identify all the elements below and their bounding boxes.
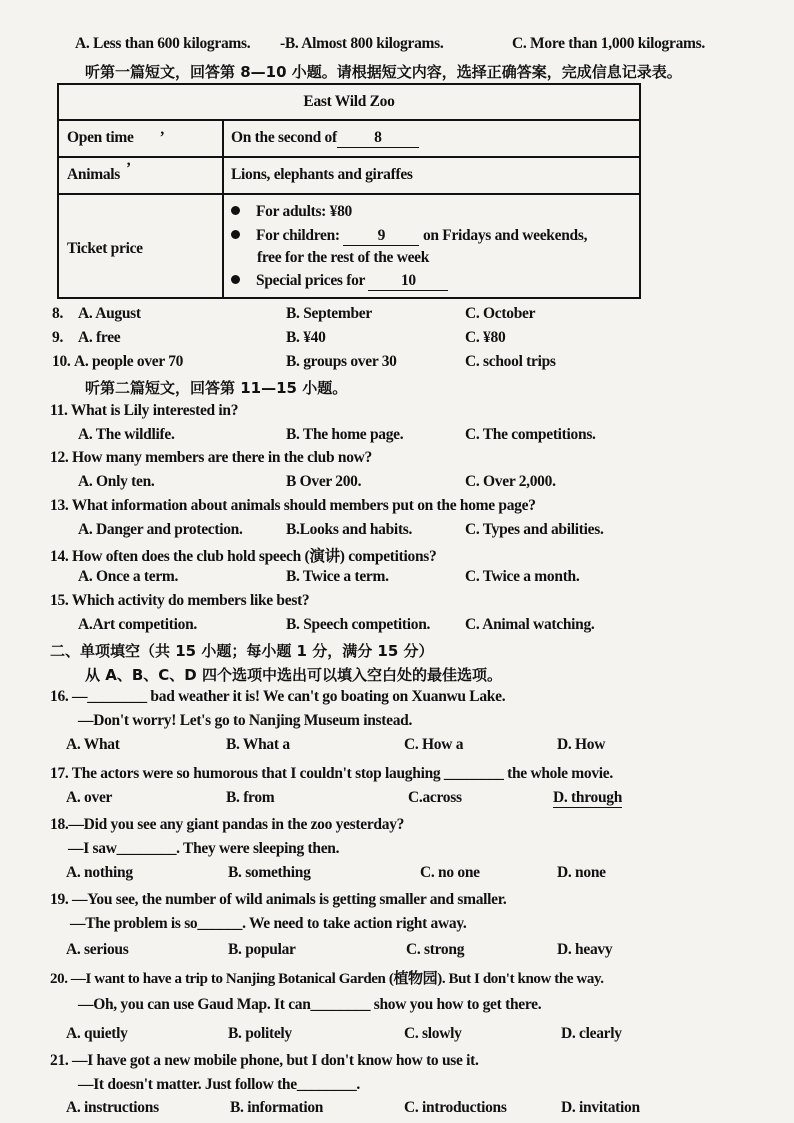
q18-line2: —I saw________. They were sleeping then. (68, 840, 340, 857)
q17-option-d: D. through (553, 789, 623, 806)
q12-text: 12. How many members are there in the club now? (50, 449, 372, 466)
ticket-adults: For adults: ¥80 (231, 203, 352, 221)
top-option-b: -B. Almost 800 kilograms. (280, 35, 444, 52)
bullet-icon (231, 206, 240, 215)
q11-option-a: A. The wildlife. (78, 426, 175, 443)
q15-option-a: A.Art competition. (78, 616, 198, 633)
q9-option-a: A. free (78, 329, 121, 346)
q20-line1: 20. —I want to have a trip to Nanjing Botanical Garden (植物园). But I don't know the way. (50, 971, 604, 987)
q21-option-d: D. invitation (561, 1099, 640, 1116)
q16-line2: —Don't worry! Let's go to Nanjing Museum instead. (78, 712, 413, 729)
q13-option-c: C. Types and abilities. (465, 521, 604, 538)
q20-line2: —Oh, you can use Gaud Map. It can________ show you how to get there. (78, 996, 542, 1013)
q18-option-b: B. something (228, 864, 311, 881)
row-open-time-value: On the second of 8 (231, 129, 419, 148)
q14-option-c: C. Twice a month. (465, 568, 580, 585)
q18-option-a: A. nothing (66, 864, 133, 881)
q14-option-b: B. Twice a term. (286, 568, 389, 585)
q9-option-b: B. ¥40 (286, 329, 326, 346)
q10-option-c: C. school trips (465, 353, 556, 370)
blank-9: 9 (343, 227, 419, 246)
q13-option-a: A. Danger and protection. (78, 521, 243, 538)
q16-option-a: A. What (66, 736, 120, 753)
bullet-icon (231, 230, 240, 239)
q8-num: 8. (52, 305, 64, 322)
q19-option-a: A. serious (66, 941, 129, 958)
q19-line2: —The problem is so______. We need to take action right away. (70, 915, 467, 932)
q13-option-b: B.Looks and habits. (286, 521, 413, 538)
row-ticket-label: Ticket price (67, 240, 143, 257)
q18-option-c: C. no one (420, 864, 480, 881)
q16-option-c: C. How a (404, 736, 464, 753)
q11-option-c: C. The competitions. (465, 426, 596, 443)
q20-option-d: D. clearly (561, 1025, 622, 1042)
q14-option-a: A. Once a term. (78, 568, 179, 585)
q10-num: 10. (52, 353, 71, 370)
q17-line1: 17. The actors were so humorous that I couldn't stop laughing ________ the whole movie. (50, 765, 613, 782)
q19-option-b: B. popular (228, 941, 296, 958)
q16-line1: 16. —________ bad weather it is! We can't go boating on Xuanwu Lake. (50, 688, 506, 705)
q16-option-b: B. What a (226, 736, 290, 753)
row-open-time-label: Open time ʼ (67, 129, 165, 146)
q11-text: 11. What is Lily interested in? (50, 402, 239, 419)
ticket-children: For children: 9 on Fridays and weekends, (231, 227, 587, 246)
q8-option-a: A. August (78, 305, 141, 322)
q21-line2: —It doesn't matter. Just follow the________. (78, 1076, 361, 1093)
q21-option-a: A. instructions (66, 1099, 159, 1116)
q9-option-c: C. ¥80 (465, 329, 506, 346)
part2-heading: 二、单项填空（共 15 小题；每小题 1 分，满分 15 分） (50, 642, 434, 660)
q10-option-a: A. people over 70 (74, 353, 184, 370)
q13-text: 13. What information about animals should members put on the home page? (50, 497, 536, 514)
q19-option-d: D. heavy (557, 941, 613, 958)
q21-option-c: C. introductions (404, 1099, 507, 1116)
row-animals-label: Animals ʼ (67, 160, 131, 183)
ticket-special: Special prices for 10 (231, 272, 448, 291)
q19-option-c: C. strong (406, 941, 465, 958)
q12-option-c: C. Over 2,000. (465, 473, 556, 490)
q20-option-a: A. quietly (66, 1025, 128, 1042)
q14-text: 14. How often does the club hold speech (演讲) competitions? (50, 548, 437, 565)
q8-option-b: B. September (286, 305, 372, 322)
q9-num: 9. (52, 329, 64, 346)
top-option-a: A. Less than 600 kilograms. (75, 35, 251, 52)
q17-option-b: B. from (226, 789, 275, 806)
q20-option-b: B. politely (228, 1025, 292, 1042)
ticket-children-line2: free for the rest of the week (257, 249, 430, 266)
bullet-icon (231, 275, 240, 284)
blank-8: 8 (337, 129, 419, 148)
q8-option-c: C. October (465, 305, 536, 322)
q11-option-b: B. The home page. (286, 426, 404, 443)
q19-line1: 19. —You see, the number of wild animals is getting smaller and smaller. (50, 891, 507, 908)
top-option-c: C. More than 1,000 kilograms. (512, 35, 705, 52)
q21-line1: 21. —I have got a new mobile phone, but I don't know how to use it. (50, 1052, 479, 1069)
q15-option-c: C. Animal watching. (465, 616, 595, 633)
blank-10: 10 (368, 272, 448, 291)
q21-option-b: B. information (230, 1099, 324, 1116)
q18-line1: 18.—Did you see any giant pandas in the zoo yesterday? (50, 816, 405, 833)
q12-option-b: B Over 200. (286, 473, 362, 490)
q12-option-a: A. Only ten. (78, 473, 155, 490)
q15-text: 15. Which activity do members like best? (50, 592, 310, 609)
q18-option-d: D. none (557, 864, 606, 881)
section1-instruction: 听第一篇短文，回答第 8—10 小题。请根据短文内容，选择正确答案，完成信息记录表。 (85, 63, 682, 81)
q17-option-c: C.across (408, 789, 462, 806)
section2-instruction: 听第二篇短文，回答第 11—15 小题。 (85, 379, 348, 397)
zoo-info-table (57, 83, 641, 299)
table-title: East Wild Zoo (303, 93, 395, 110)
part2-instruction: 从 A、B、C、D 四个选项中选出可以填入空白处的最佳选项。 (85, 666, 502, 684)
q15-option-b: B. Speech competition. (286, 616, 431, 633)
row-animals-value: Lions, elephants and giraffes (231, 166, 413, 183)
q17-option-a: A. over (66, 789, 113, 806)
q20-option-c: C. slowly (404, 1025, 462, 1042)
q16-option-d: D. How (557, 736, 606, 753)
q10-option-b: B. groups over 30 (286, 353, 397, 370)
